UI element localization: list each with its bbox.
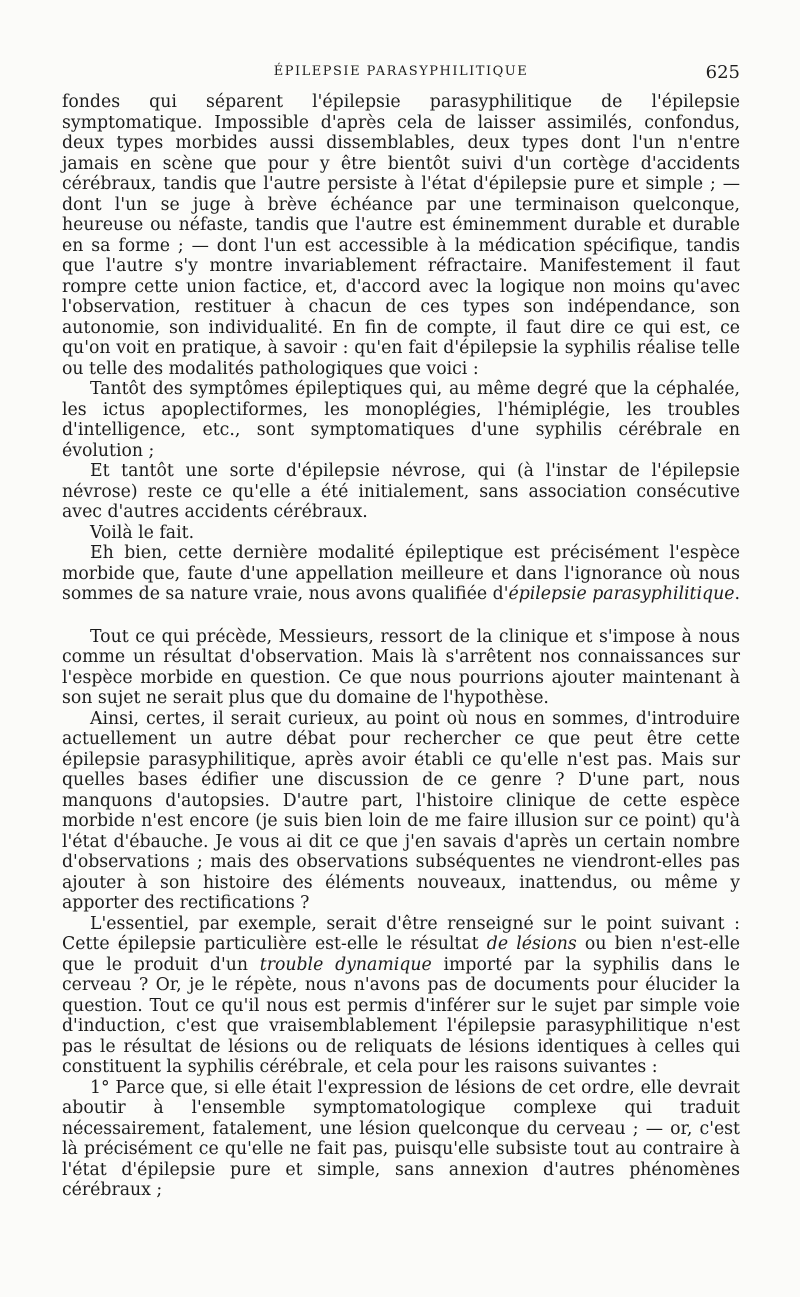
text-run: . xyxy=(734,584,740,604)
italic-term: trouble dynamique xyxy=(259,954,432,975)
paragraph: 1° Parce que, si elle était l'expression de lésions de cet ordre, elle devrait aboutir à l'ensemble symptomatologique complexe qui traduit nécessairement, fatalement, une lésion quelconque du cerveau ; — or, c'est là précisément ce qu'elle ne fait pas, puisqu'elle subsiste tout au contraire à l'état d'épilepsie pure et simple, sans annexion d'autres phénomènes cérébraux ; xyxy=(62,1077,740,1200)
paragraph: Tantôt des symptômes épileptiques qui, au même degré que la céphalée, les ictus apoplectiformes, les monoplégies, l'hémiplégie, les troubles d'intelligence, etc., sont symptomatiques d'une syphilis cérébrale en évolution ; xyxy=(62,379,740,461)
paragraph xyxy=(62,543,740,605)
italic-term: épilepsie parasyphilitique xyxy=(508,584,735,604)
paragraph: Tout ce qui précède, Messieurs, ressort de la clinique et s'impose à nous comme un résultat d'observation. Mais là s'arrêtent nos connaissances sur l'espèce morbide en question. Ce que nous pourrions ajouter maintenant à son sujet ne serait plus que du domaine de l'hypothèse. xyxy=(62,626,740,708)
page-number: 625 xyxy=(705,62,740,83)
section-gap xyxy=(62,605,740,627)
paragraph: Et tantôt une sorte d'épilepsie névrose, qui (à l'instar de l'épilepsie névrose) reste ce qu'elle a été initialement, sans association consécutive avec d'autres accidents cérébraux. xyxy=(62,461,740,522)
text-run: Eh bien, cette dernière modalité épileptique est précisément l'espèce morbide que, faute d'une appellation meilleure et dans l'ignorance où nous sommes de sa nature vraie, nous avons qualifiée d' xyxy=(62,543,740,604)
paragraph: Voilà le fait. xyxy=(90,522,195,543)
body-text xyxy=(62,92,740,1201)
page-header xyxy=(62,62,740,86)
italic-term: de lésions xyxy=(486,934,577,954)
text-run: ou bien n'est-elle que le produit d'un xyxy=(62,934,740,975)
running-head: ÉPILEPSIE PARASYPHILITIQUE xyxy=(273,64,529,79)
paragraph xyxy=(62,914,740,1078)
text-run: importé par la syphilis dans le cerveau ? Or, je le répète, nous n'avons pas de documents pour élucider la question. Tout ce qu'il nous est permis d'inférer sur le sujet par simple voie d'induction, c'est que vraisemblablement l'épilepsie parasyphilitique n'est pas le résultat de lésions ou de reliquats de lésions identiques à celles qui constituent la syphilis cérébrale, et cela pour les raisons suivantes : xyxy=(62,954,741,1077)
paragraph: Ainsi, certes, il serait curieux, au point où nous en sommes, d'introduire actuellement un autre débat pour rechercher ce que peut être cette épilepsie parasyphilitique, après avoir établi ce qu'elle n'est pas. Mais sur quelles bases édifier une discussion de ce genre ? D'une part, nous manquons d'autopsies. D'autre part, l'histoire clinique de cette espèce morbide n'est encore (je suis bien loin de me faire illusion sur ce point) qu'à l'état d'ébauche. Je vous ai dit ce que j'en savais d'après un certain nombre d'observations ; mais des observations subséquentes ne viendront-elles pas ajouter à son histoire des éléments nouveaux, inattendus, ou même y apporter des rectifications ? xyxy=(62,708,740,913)
text-run: L'essentiel, par exemple, serait d'être renseigné sur le point suivant : Cette épilepsie particulière est-elle le résultat xyxy=(62,913,740,954)
paragraph-continued: fondes qui séparent l'épilepsie parasyphilitique de l'épilepsie symptomatique. Impossible d'après cela de laisser assimilés, confondus, deux types morbides aussi dissemblables, deux types dont l'un n'entre jamais en scène que pour y être bientôt suivi d'un cortège d'accidents cérébraux, tandis que l'autre persiste à l'état d'épilepsie pure et simple ; — dont l'un se juge à brève échéance par une terminaison quelconque, heureuse ou néfaste, tandis que l'autre est éminemment durable et durable en sa forme ; — dont l'un est accessible à la médication spécifique, tandis que l'autre s'y montre invariablement réfractaire. Manifestement il faut rompre cette union factice, et, d'accord avec la logique non moins qu'avec l'observation, restituer à chacun de ces types son indépendance, son autonomie, son individualité. En fin de compte, il faut dire ce qui est, ce qu'on voit en pratique, à savoir : qu'en fait d'épilepsie la syphilis réalise telle ou telle des modalités pathologiques que voici : xyxy=(62,92,740,379)
